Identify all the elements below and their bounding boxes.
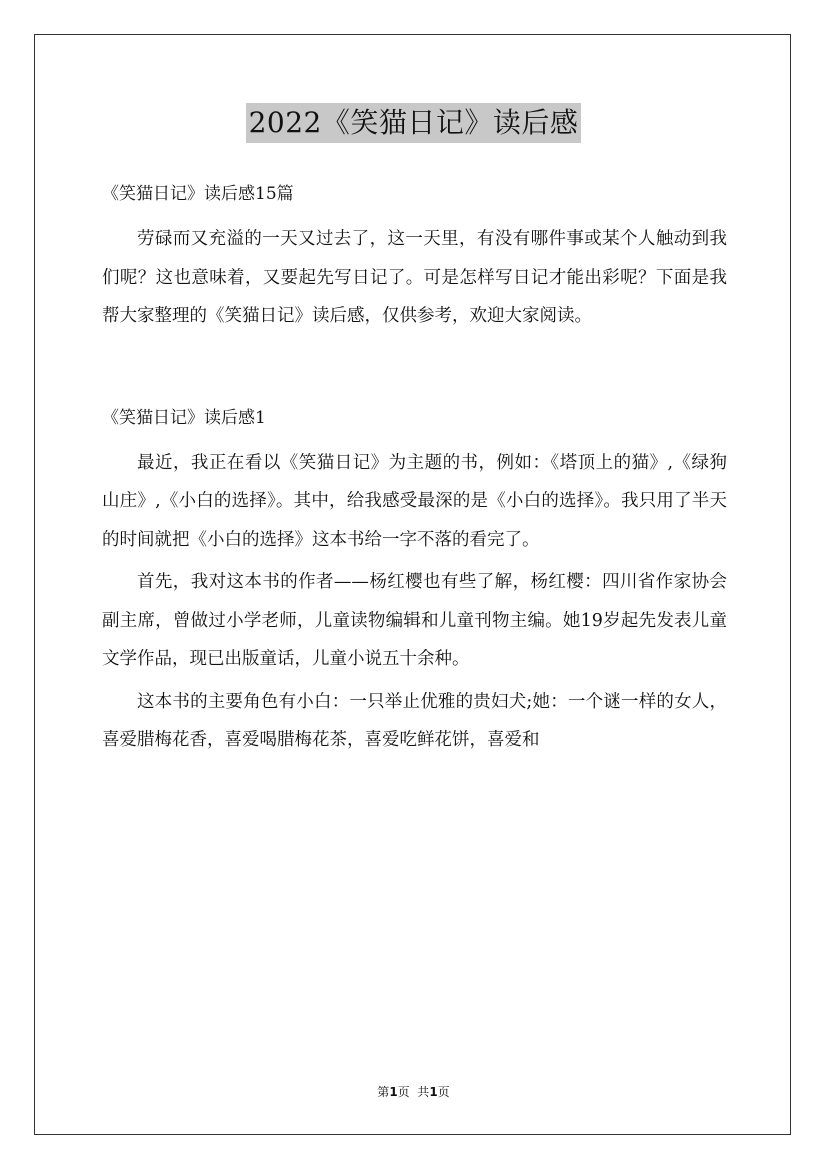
footer-suffix: 页 bbox=[437, 1085, 450, 1099]
subtitle: 《笑猫日记》读后感15篇 bbox=[102, 184, 294, 204]
document-title: 2022《笑猫日记》读后感 bbox=[246, 103, 582, 143]
body-paragraph-3: 这本书的主要角色有小白：一只举止优雅的贵妇犬;她：一个谜一样的女人，喜爱腊梅花香，喜爱喝腊梅花茶，喜爱吃鲜花饼，喜爱和 bbox=[102, 691, 727, 750]
footer-current-page: 1 bbox=[389, 1085, 398, 1099]
footer-prefix: 第 bbox=[377, 1085, 390, 1099]
intro-paragraph: 劳碌而又充溢的一天又过去了，这一天里，有没有哪件事或某个人触动到我们呢？这也意味着，又要起先写日记了。可是怎样写日记才能出彩呢？下面是我帮大家整理的《笑猫日记》读后感，仅供参考，欢迎大家阅读。 bbox=[102, 229, 727, 326]
body-paragraph-2: 首先，我对这本书的作者——杨红樱也有些了解，杨红樱：四川省作家协会副主席，曾做过小学老师，儿童读物编辑和儿童刊物主编。她19岁起先发表儿童文学作品，现已出版童话，儿童小说五十余种。 bbox=[102, 572, 727, 669]
section-spacer bbox=[102, 336, 727, 366]
document-body bbox=[102, 172, 727, 760]
section-heading: 《笑猫日记》读后感1 bbox=[102, 407, 266, 428]
page-footer bbox=[0, 1083, 827, 1100]
title-container bbox=[0, 103, 827, 143]
footer-mid: 页 共 bbox=[397, 1085, 430, 1099]
body-paragraph-1: 最近，我正在看以《笑猫日记》为主题的书，例如：《塔顶上的猫》,《绿狗山庄》,《小白的选择》。其中，给我感受最深的是《小白的选择》。我只用了半天的时间就把《小白的选择》这本书给一字不落的看完了。 bbox=[102, 452, 727, 550]
footer-total-pages: 1 bbox=[429, 1085, 438, 1099]
